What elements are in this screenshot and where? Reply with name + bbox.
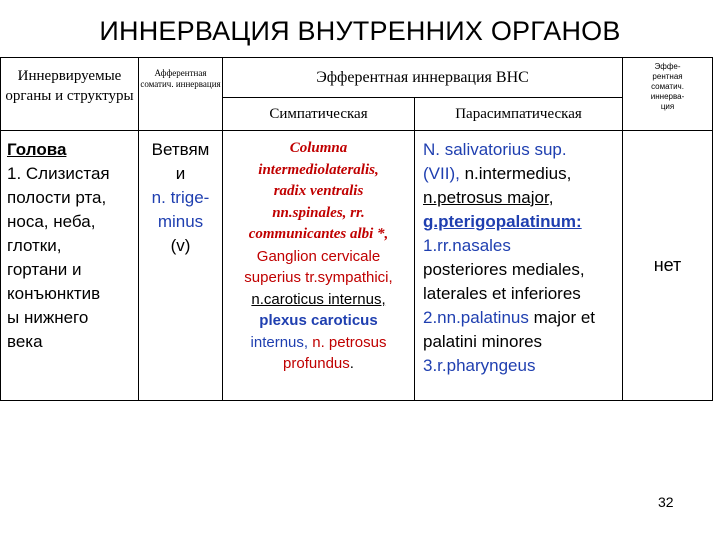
para-ganglion-line: g.pterigopalatinum: (423, 212, 582, 231)
header-efferent-line: рентная (652, 72, 683, 81)
page-number: 32 (658, 494, 674, 510)
symp-period: . (349, 355, 354, 372)
para-line (423, 162, 622, 186)
symp-petrosus: n. petrosus (312, 333, 387, 351)
para-intermedius: n.intermedius, (459, 164, 572, 183)
symp-profundus: profundus (283, 355, 350, 372)
organs-line: полости рта, (7, 188, 107, 207)
symp-ganglion-line: superius tr.sympathici, (244, 269, 393, 286)
symp-line: radix ventralis (273, 183, 364, 199)
organs-line: гортани и (7, 260, 82, 279)
symp-line: Columna (289, 140, 348, 156)
symp-line (223, 353, 414, 375)
organs-line: носа, неба, (7, 212, 96, 231)
cell-afferent (139, 131, 223, 401)
symp-internus: internus, (250, 333, 309, 351)
afferent-line: Ветвям (151, 140, 210, 159)
cell-parasympathetic (415, 131, 623, 401)
header-efferent-line: Эффе- (654, 62, 681, 71)
header-vns: Эфферентная иннервация ВНС (223, 58, 623, 98)
para-comma: , (548, 188, 554, 207)
cell-organs (1, 131, 139, 401)
header-efferent-line: иннерва- (650, 92, 685, 101)
afferent-nerve-line: n. trige- (151, 188, 210, 207)
header-efferent-line: ция (660, 102, 675, 111)
para-line (423, 306, 622, 330)
para-major-et: major et (528, 308, 596, 327)
para-petrosus-major: n.petrosus major (423, 188, 549, 207)
para-line: 3.r.pharyngeus (423, 356, 536, 375)
para-line: posteriores mediales, (423, 260, 585, 279)
organs-line: ы нижнего (7, 308, 89, 327)
symp-line: communicantes albi *, (248, 226, 389, 242)
header-efferent-line: соматич. (651, 82, 684, 91)
innervation-table (0, 57, 713, 401)
para-line: N. salivatorius sup. (423, 140, 567, 159)
para-vii: (VII), (423, 164, 460, 183)
afferent-line: и (175, 164, 186, 183)
para-line (423, 186, 622, 210)
symp-ganglion-line: Ganglion cervicale (256, 247, 381, 265)
page-title: ИННЕРВАЦИЯ ВНУТРЕННИХ ОРГАНОВ (99, 16, 621, 46)
organs-line: конъюнктив (7, 284, 101, 303)
symp-line: intermediolateralis, (258, 161, 379, 178)
para-line: laterales et inferiores (423, 284, 581, 303)
afferent-line: (v) (170, 236, 191, 255)
para-palatinus: 2.nn.palatinus (423, 308, 529, 327)
header-efferent-somatic (623, 58, 713, 131)
organs-title: Голова (7, 140, 67, 159)
symp-line (223, 332, 414, 354)
header-sympathetic: Симпатическая (223, 98, 415, 131)
organs-line: века (7, 332, 43, 351)
symp-line: nn.spinales, rr. (272, 204, 365, 221)
organs-line: глотки, (7, 236, 62, 255)
symp-nerve-line: n.caroticus internus, (251, 290, 386, 308)
cell-sympathetic (223, 131, 415, 401)
para-line: palatini minores (423, 332, 543, 351)
header-afferent: Афферентная соматич. иннервация (139, 58, 223, 131)
organs-line: 1. Слизистая (7, 164, 110, 183)
header-parasympathetic: Парасимпатическая (415, 98, 623, 131)
cell-efferent-somatic: нет (623, 131, 713, 401)
para-line: 1.rr.nasales (423, 236, 511, 255)
header-organs: Иннервируемые органы и структуры (1, 58, 139, 131)
symp-plexus-line: plexus caroticus (259, 312, 378, 329)
afferent-nerve-line: minus (157, 212, 204, 231)
